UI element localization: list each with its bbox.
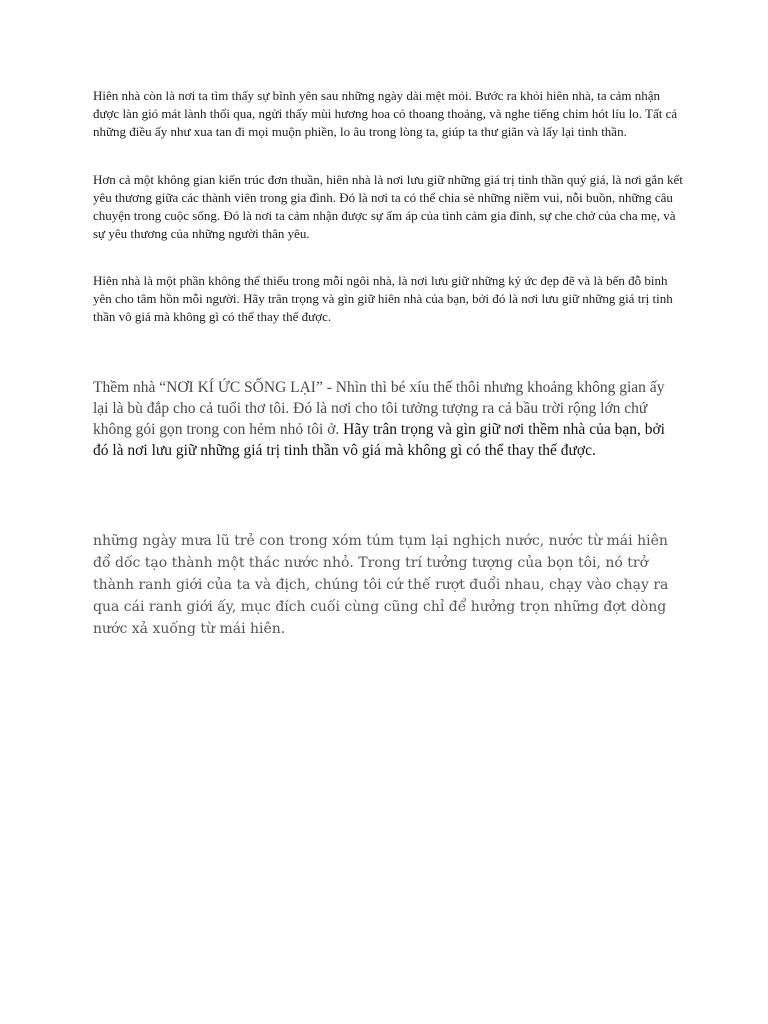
- paragraph-text: Hơn cả một không gian kiến trúc đơn thuần, hiên nhà là nơi lưu giữ những giá trị tinh thần quý giá, là nơi gắn kết yêu thương giữa các thành viên trong gia đình. Đó là nơi ta có thể chia sẻ những niềm vui, nỗi buồn, những câu chuyện trong cuộc sống. Đó là nơi ta cảm nhận được sự ấm áp của tình cảm gia đình, sự che chở của cha mẹ, và sự yêu thương của những người thân yêu.: [93, 172, 683, 241]
- paragraph-porch-values: [93, 171, 683, 243]
- paragraph-rainy-days: [93, 530, 683, 640]
- paragraph-text-emphasis: Hãy trân trọng và gìn giữ nơi thềm nhà của bạn, bởi đó là nơi lưu giữ những giá trị tinh thần vô giá mà không gì có thể thay thế được.: [93, 421, 665, 459]
- paragraph-text: những ngày mưa lũ trẻ con trong xóm túm tụm lại nghịch nước, nước từ mái hiên đổ dốc tạo thành một thác nước nhỏ. Trong trí tưởng tượng của bọn tôi, nó trở thành ranh giới của ta và địch, chúng tôi cứ thế rượt đuổi nhau, chạy vào chạy ra qua cái ranh giới ấy, mục đích cuối cùng cũng chỉ để hưởng trọn những đợt dòng nước xả xuống từ mái hiên.: [93, 533, 669, 637]
- paragraph-porch-peace: [93, 87, 683, 141]
- paragraph-text: Hiên nhà còn là nơi ta tìm thấy sự bình yên sau những ngày dài mệt mỏi. Bước ra khỏi hiên nhà, ta cảm nhận được làn gió mát lành thổi qua, ngửi thấy mùi hương hoa cỏ thoang thoảng, và nghe tiếng chim hót líu lo. Tất cả những điều ấy như xua tan đi mọi muộn phiền, lo âu trong lòng ta, giúp ta thư giãn và lấy lại tinh thần.: [93, 88, 678, 139]
- paragraph-text: [93, 377, 683, 461]
- paragraph-threshold: [93, 377, 683, 461]
- paragraph-text: Hiên nhà là một phần không thể thiếu trong mỗi ngôi nhà, là nơi lưu giữ những ký ức đẹp đẽ và là bến đỗ bình yên cho tâm hồn mỗi người. Hãy trân trọng và gìn giữ hiên nhà của bạn, bởi đó là nơi lưu giữ những giá trị tinh thần vô giá mà không gì có thể thay thế được.: [93, 273, 673, 324]
- paragraph-porch-memories: [93, 272, 683, 326]
- paragraph-text-intro: Thềm nhà “NƠI KÍ ỨC SỐNG LẠI” - Nhìn thì bé xíu thế thôi nhưng khoảng không gian ấy lại là bù đắp cho cả tuổi thơ tôi. Đó là nơi cho tôi tưởng tượng ra cả bầu trời rộng lớn chứ không gói gọn trong con hẻm nhỏ tôi ở.: [93, 379, 665, 438]
